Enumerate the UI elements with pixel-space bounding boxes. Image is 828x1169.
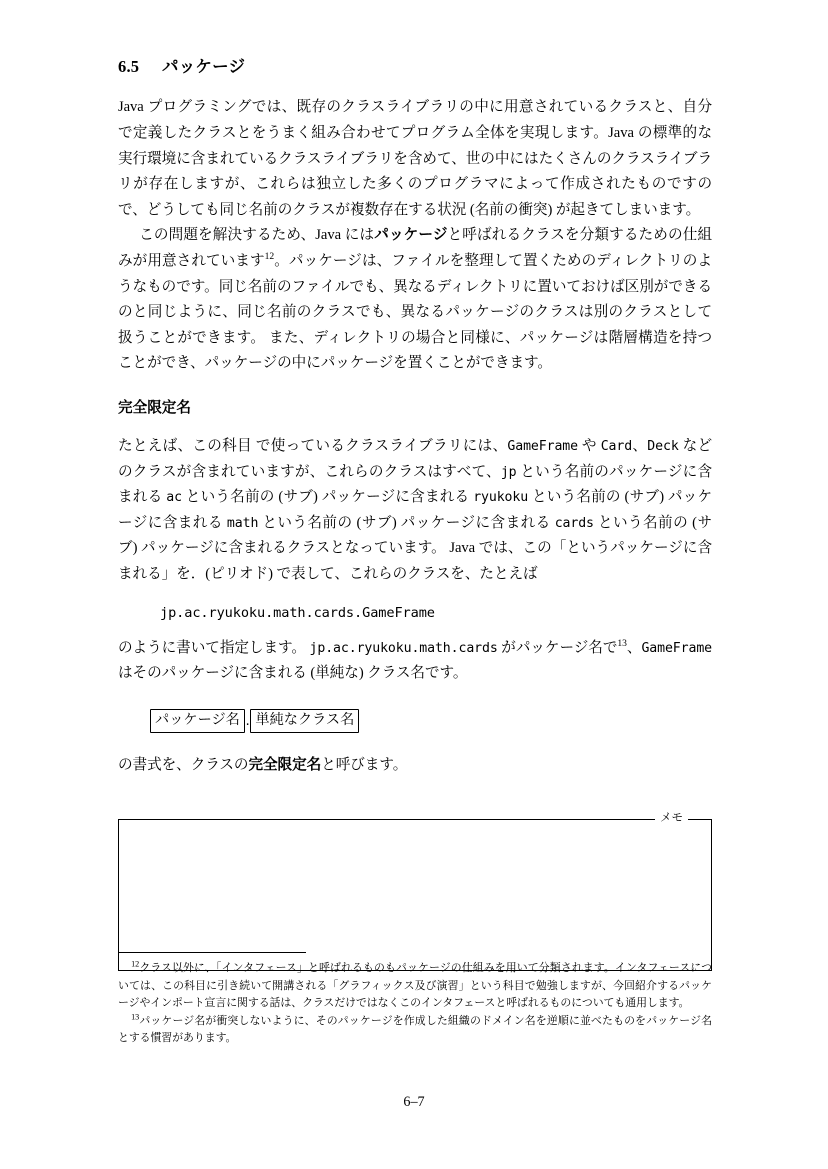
class-name-gameframe-2: GameFrame xyxy=(641,640,712,656)
package-def-after: と呼ばれるクラスを分類するための仕組みが用意されています xyxy=(118,227,712,269)
footnote-separator-rule xyxy=(118,952,306,953)
paragraph-qualified-name-explain xyxy=(118,434,712,588)
after-code-t1: のように書いて指定します。 xyxy=(118,639,310,656)
explain-t9: という名前の (サブ) パッケージに含まれるクラスとなっています。 Java では、この「というパッケージに含まれる」を．(ピリオド) で表して、これらのクラスを、たとえば xyxy=(118,514,712,582)
package-term: パッケージ xyxy=(374,227,448,244)
footnote-12 xyxy=(118,960,712,1013)
syntax-box-package-name: パッケージ名 xyxy=(150,709,245,734)
subsection-heading: 完全限定名 xyxy=(118,399,191,416)
footnote-ref-13: 13 xyxy=(617,637,627,649)
explain-t5: という名前のパッケージに含まれる xyxy=(118,463,712,506)
explain-t7: という名前の (サブ) パッケージに含まれる xyxy=(118,489,712,531)
page-content xyxy=(118,56,712,971)
memo-label: メモ xyxy=(655,810,688,826)
explain-t1: たとえば、この科目 で使っているクラスライブラリには、 xyxy=(118,437,508,454)
paragraph-intro xyxy=(118,95,712,223)
footnote-ref-12: 12 xyxy=(264,251,275,263)
syntax-formula xyxy=(118,709,712,734)
paragraph-conclusion xyxy=(118,753,712,779)
page-number: 6–7 xyxy=(403,1094,425,1110)
package-name-math: math xyxy=(226,515,259,531)
intro-text: Java プログラミングでは、既存のクラスライブラリの中に用意されているクラスと、自分で定義したクラスとをうまく組み合わせてプログラム全体を実現します。Java の標準的な実行環境に含まれているクラスライブラリを含めて、世の中にはたくさんのクラスライブラリが存在しますが、これらは独立した多くのプログラマによって作成されたものですので、どうしても同じ名前のクラスが複数存在する状況 (名前の衝突) が起きてしまいます。 xyxy=(118,99,712,218)
paragraph-after-code xyxy=(118,636,712,687)
package-name-ac: ac xyxy=(166,490,182,506)
class-name-card: Card xyxy=(600,438,633,454)
class-name-deck: Deck xyxy=(647,438,679,454)
package-def-rest: 。パッケージは、ファイルを整理して置くためのディレクトリのようなものです。同じ名前のファイルでも、異なるディレクトリに置いておけば区別ができるのと同じように、同じ名前のクラスでも、異なるパッケージのクラスは別のクラスとして扱うことができます。 また、ディレクトリの場合と同様に、パッケージは階層構造を持つことができ、パッケージの中にパッケージを置くことができます。 xyxy=(118,253,712,372)
memo-area xyxy=(118,809,712,971)
conclusion-after: と呼びます。 xyxy=(321,757,408,774)
syntax-separator-dot: . xyxy=(245,712,250,729)
conclusion-before: の書式を、クラスの xyxy=(118,757,249,774)
explain-t8: という名前の (サブ) パッケージに含まれる xyxy=(258,514,555,531)
code-example-fully-qualified-name: jp.ac.ryukoku.math.cards.GameFrame xyxy=(160,604,435,621)
package-def-before: この問題を解決するため、Java には xyxy=(139,227,375,244)
after-code-t4: はそのパッケージに含まれる (単純な) クラス名です。 xyxy=(118,665,468,682)
footnote-area xyxy=(118,952,712,1048)
after-code-t2: がパッケージ名で xyxy=(497,639,618,656)
syntax-box-simple-class-name: 単純なクラス名 xyxy=(250,709,359,734)
class-name-gameframe: GameFrame xyxy=(507,438,578,454)
section-heading xyxy=(118,56,712,77)
paragraph-package-definition xyxy=(118,223,712,377)
footnote-12-text: クラス以外に、「インタフェース」と呼ばれるものもパッケージの仕組みを用いて分類されます。インタフェースについては、この科目に引き続いて開講される「グラフィックス及び演習」という科目で勉強しますが、今回紹介するパッケージやインポート宣言に関する話は、クラスだけではなくこのインタフェースと呼ばれるものについても通用します。 xyxy=(118,962,712,1010)
after-code-t3: 、 xyxy=(626,639,642,656)
memo-box[interactable] xyxy=(118,819,712,971)
explain-t4: などのクラスが含まれていますが、これらのクラスはすべて、 xyxy=(118,437,713,480)
explain-t2: や xyxy=(577,437,601,454)
fully-qualified-name-term: 完全限定名 xyxy=(248,757,322,774)
package-name-cards: cards xyxy=(554,515,594,531)
package-path-full: jp.ac.ryukoku.math.cards xyxy=(309,640,498,656)
footnote-13-text: パッケージ名が衝突しないように、そのパッケージを作成した組織のドメイン名を逆順に並べたものをパッケージ名とする慣習があります。 xyxy=(118,1014,712,1045)
section-number: 6.5 xyxy=(118,57,140,76)
package-name-ryukoku: ryukoku xyxy=(473,490,529,506)
package-name-jp: jp xyxy=(500,464,517,480)
explain-t6: という名前の (サブ) パッケージに含まれる xyxy=(181,489,474,506)
section-title: パッケージ xyxy=(162,57,246,76)
footnote-13-marker: 13 xyxy=(131,1012,140,1022)
explain-t3: 、 xyxy=(632,437,648,454)
footnote-13 xyxy=(118,1013,712,1048)
footnote-12-marker: 12 xyxy=(131,959,140,969)
